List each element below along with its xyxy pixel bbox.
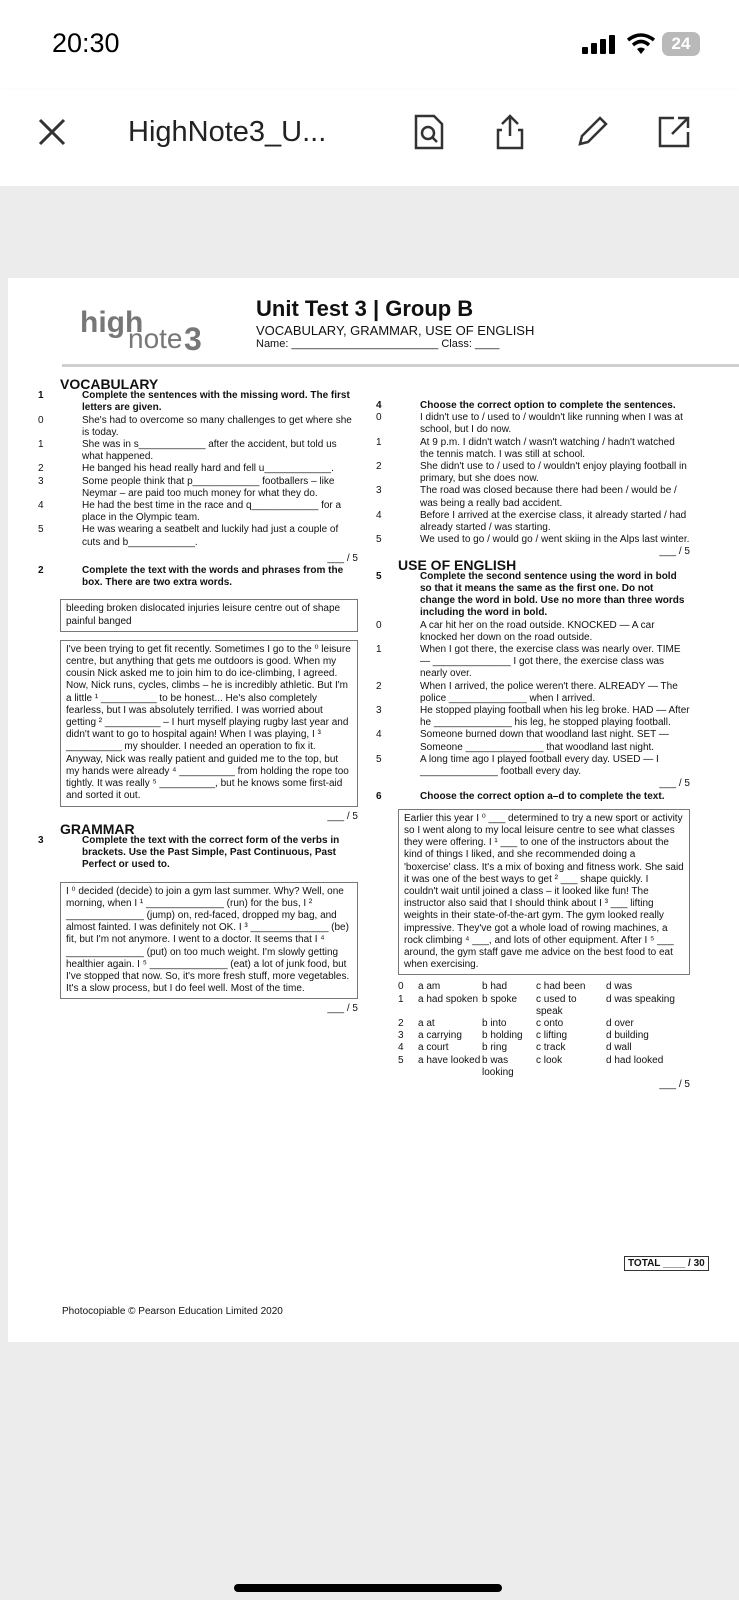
list-item: 5 We used to go / would go / went skiing in the Alps last winter. xyxy=(376,534,690,546)
list-item: 3 Some people think that p____________ footballers – like Neymar – are paid too much money for what they do. xyxy=(38,475,335,499)
svg-text:high: high xyxy=(80,306,144,339)
score-2: ___ / 5 xyxy=(327,810,358,822)
viewer-toolbar xyxy=(0,90,739,186)
score-4: ___ / 5 xyxy=(659,546,690,558)
score-1: ___ / 5 xyxy=(327,552,358,564)
option-row: 2 a at b into c onto d over xyxy=(398,1017,634,1029)
name-class-line: Name: ________________________ Class: ____ xyxy=(256,338,500,350)
question-3-instruction: 3 Complete the text with the correct form of the verbs in brackets. Use the Past Simple, Past Continuous, Past Perfect or used to. xyxy=(38,834,340,871)
list-item: 3 The road was closed because there had been / would be / was being a really bad accident. xyxy=(376,485,677,509)
score-5: ___ / 5 xyxy=(659,778,690,790)
list-item: 2 She didn't use to / used to / wouldn't enjoy playing football in primary, but she does now. xyxy=(376,461,687,485)
options-list xyxy=(398,981,690,1079)
document-title: HighNote3_U... xyxy=(128,116,327,148)
battery-indicator: 24 xyxy=(662,32,700,56)
right-column xyxy=(376,400,690,1091)
text-box: I've been trying to get fit recently. Sometimes I go to the ⁰ leisure centre, but anything that gets me outdoors is good. When my cousin Nick asked me to join him to do ice-climbing, I agreed. Now, Nick runs, cycles, climbs – he is incredibly athletic. But I'm a little ¹ __________ to be honest... He's also completely fearless, but I was absolutely terrified. I was worried about getting ² __________ – I hurt myself playing rugby last year and didn't want to go to hospital again! When I was playing, I ³ __________ my shoulder. I needed an operation to fix it. Anyway, Nick was really patient and guided me to the top, but my hands were already ⁴ __________ from holding the rope too tightly. It was really ⁵ __________, but he knows some first-aid and sorted it out. xyxy=(60,640,358,807)
question-5-instruction: 5 Complete the second sentence using the word in bold so that it means the same as the first one. Do not change the word in bold. Use no more than three words including the word in bold. xyxy=(376,570,685,619)
text-box: Earlier this year I ⁰ ___ determined to try a new sport or activity so I went along to my local leisure centre to see what classes they were offering. I ¹ ___ to one of the instructors about the kind of things I liked, and she recommended doing a 'boxercise' class. It's a mix of boxing and fitness work. She said it was one of the best ways to get ² ___ shape quickly. I couldn't wait until joined a class – it looked like fun! The instructor also said that I should think about I ³ ___ lifting weights in their state-of-the-art gym. The gym looked really impressive. They've got a whole load of rowing machines, a rock climbing ⁴ ___, and lots of other equipment. After I ⁵ ___ around, the gym staff gave me advice on the best food to eat when exercising. xyxy=(398,809,690,976)
option-row: 3 a carrying b holding c lifting d building xyxy=(398,1030,649,1042)
copyright-footer: Photocopiable © Pearson Education Limited 2020 xyxy=(62,1306,283,1317)
list-item: 0 A car hit her on the road outside. KNOCKED — A car knocked her down on the road outside. xyxy=(376,619,655,643)
cellular-signal-icon xyxy=(582,34,618,54)
test-subtitle: VOCABULARY, GRAMMAR, USE OF ENGLISH xyxy=(256,323,535,338)
list-item: 2 He banged his head really hard and fell u____________. xyxy=(38,463,334,475)
list-item: 2 When I arrived, the police weren't there. ALREADY — The police ______________ when I arrived. xyxy=(376,680,678,704)
header-rule xyxy=(62,364,739,367)
list-item: 5 A long time ago I played football every day. USED — I ______________ football every day. xyxy=(376,753,659,778)
word-box: bleeding broken dislocated injuries leisure centre out of shape painful banged xyxy=(60,599,358,631)
total-score: TOTAL ____ / 30 xyxy=(624,1256,709,1271)
list-item: 4 He had the best time in the race and q____________ for a place in the Olympic team. xyxy=(38,500,342,524)
search-document-icon[interactable] xyxy=(408,112,448,152)
close-icon[interactable] xyxy=(34,114,70,150)
list-item: 3 He stopped playing football when his leg broke. HAD — After he ______________ his leg, he stopped playing football. xyxy=(376,705,690,729)
left-column xyxy=(38,376,358,1016)
use-of-english-heading: USE OF ENGLISH xyxy=(398,556,517,573)
test-title: Unit Test 3 | Group B xyxy=(256,296,474,321)
option-row: 0 a am b had c had been d was xyxy=(398,981,633,993)
pencil-icon[interactable] xyxy=(572,112,612,152)
list-item: 0 She's had to overcome so many challenges to get where she is today. xyxy=(38,414,352,438)
option-row: 5 a have looked b was looking c look d had looked xyxy=(398,1054,664,1078)
svg-text:note: note xyxy=(128,323,183,354)
clock: 20:30 xyxy=(52,28,120,58)
question-1-instruction: 1 Complete the sentences with the missing word. The first letters are given. xyxy=(38,390,350,414)
question-6-instruction: 6 Choose the correct option a–d to complete the text. xyxy=(376,790,665,802)
option-row: 1 a had spoken b spoke c used to speak d was speaking xyxy=(398,993,675,1017)
score-6: ___ / 5 xyxy=(659,1078,690,1090)
text-box: I ⁰ decided (decide) to join a gym last summer. Why? Well, one morning, when I ¹ ______________ (run) for the bus, I ² ______________ (jump) on, red-faced, dropped my bag, and almost fainted. I was definitely not OK. I ³ ______________ (be) fit, but I'm not anymore. I went to a doctor. It seems that I ⁴ ______________ (put) on too much weight. I'm slowly getting healthier again. I ⁵ ______________ (eat) a lot of junk food, but I've stopped that now. So, it's more fresh stuff, more vegetables. It's a slow process, but I do feel well. Most of the time. xyxy=(60,882,358,1000)
grammar-heading: GRAMMAR xyxy=(60,820,135,837)
svg-text:3: 3 xyxy=(184,321,202,357)
edit-external-icon[interactable] xyxy=(654,112,694,152)
status-bar xyxy=(0,0,739,90)
list-item: 4 Someone burned down that woodland last night. SET — Someone ______________ that woodland last night. xyxy=(376,729,669,753)
home-indicator[interactable] xyxy=(234,1584,502,1592)
question-4-instruction: 4 Choose the correct option to complete the sentences. xyxy=(376,400,676,411)
share-icon[interactable] xyxy=(490,112,530,152)
option-row: 4 a court b ring c track d wall xyxy=(398,1042,632,1054)
list-item: 1 She was in s____________ after the accident, but told us what happened. xyxy=(38,439,337,463)
score-3: ___ / 5 xyxy=(327,1003,358,1015)
list-item: 4 Before I arrived at the exercise class, it already started / had already started / was starting. xyxy=(376,509,687,534)
high-note-logo xyxy=(80,300,210,360)
list-item: 1 When I got there, the exercise class was nearly over. TIME — ______________ I got there, the exercise class was nearly over. xyxy=(376,644,681,680)
vocabulary-heading: VOCABULARY xyxy=(60,376,159,392)
list-item: 0 I didn't use to / used to / wouldn't like running when I was at school, but I do now. xyxy=(376,412,683,436)
wifi-icon xyxy=(626,32,656,56)
list-item: 1 At 9 p.m. I didn't watch / wasn't watching / hadn't watched the tennis match. I was still at school. xyxy=(376,436,675,460)
question-2-instruction: 2 Complete the text with the words and phrases from the box. There are two extra words. xyxy=(38,565,344,589)
list-item: 5 He was wearing a seatbelt and luckily had just a couple of cuts and b____________. xyxy=(38,524,339,548)
